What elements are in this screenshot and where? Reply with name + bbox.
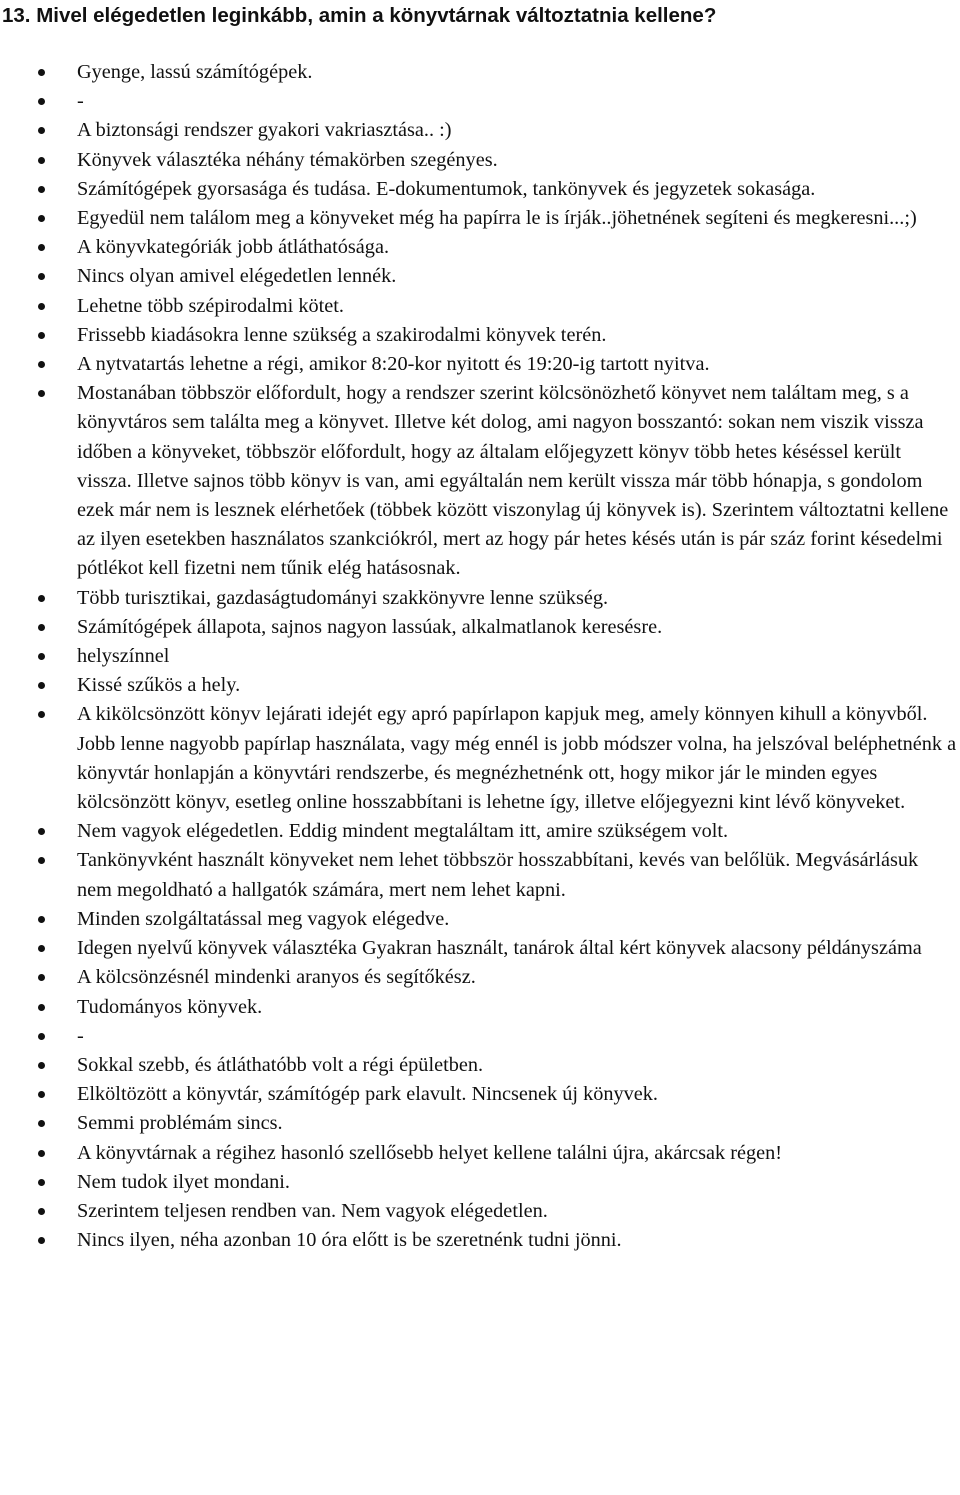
answer-item xyxy=(0,116,960,145)
answer-item xyxy=(0,321,960,350)
bullet-icon xyxy=(38,974,45,981)
answer-item xyxy=(0,146,960,175)
bullet-icon xyxy=(38,215,45,222)
answer-text: Mostanában többször előfordult, hogy a rendszer szerint kölcsönözhető könyvet nem találtam meg, s a könyvtáros sem találta meg a könyvet. Illetve két dolog, ami nagyon bosszantó: sokan nem viszik vissza időben a könyveket, többször előfordult, hogy az általam előjegyzett könyv több hetes késéssel került vissza. Illetve sajnos több könyv is van, ami egyáltalán nem került vissza már több hónapja, s gondolom ezek már nem is lesznek elérhetőek (többek között viszonylag új könyvek is). Szerintem változtatni kellene az ilyen esetekben használatos szankciókról, mert az hogy pár hetes késés után is pár száz forint késedelmi pótlékot kell fizetni nem tűnik elég hatásosnak. xyxy=(77,382,949,580)
answer-item xyxy=(0,1226,960,1255)
bullet-icon xyxy=(38,332,45,339)
answer-item xyxy=(0,204,960,233)
bullet-icon xyxy=(38,1062,45,1069)
bullet-icon xyxy=(38,361,45,368)
answer-text: Sokkal szebb, és átláthatóbb volt a régi épületben. xyxy=(77,1053,484,1076)
bullet-icon xyxy=(38,711,45,718)
answer-text: Számítógépek gyorsasága és tudása. E-dokumentumok, tankönyvek és jegyzetek sokasága. xyxy=(77,177,816,200)
answer-item xyxy=(0,175,960,204)
answer-item xyxy=(0,642,960,671)
answer-text: Nincs olyan amivel elégedetlen lennék. xyxy=(77,265,397,288)
answer-text: Nem vagyok elégedetlen. Eddig mindent megtaláltam itt, amire szükségem volt. xyxy=(77,820,729,843)
answer-item xyxy=(0,58,960,87)
answer-text: Szerintem teljesen rendben van. Nem vagyok elégedetlen. xyxy=(77,1199,548,1222)
answer-text: Tudományos könyvek. xyxy=(77,995,263,1018)
answer-text: A könyvkategóriák jobb átláthatósága. xyxy=(77,236,390,259)
answer-text: Lehetne több szépirodalmi kötet. xyxy=(77,294,344,317)
answer-text: A biztonsági rendszer gyakori vakriasztása.. :) xyxy=(77,119,452,142)
answer-item xyxy=(0,1197,960,1226)
answer-text: Gyenge, lassú számítógépek. xyxy=(77,61,313,83)
answer-text: helyszínnel xyxy=(77,645,170,668)
bullet-icon xyxy=(38,945,45,952)
answer-text: Idegen nyelvű könyvek választéka Gyakran használt, tanárok által kért könyvek alacsony példányszáma xyxy=(77,937,922,960)
bullet-icon xyxy=(38,828,45,835)
bullet-icon xyxy=(38,624,45,631)
answer-text: Minden szolgáltatással meg vagyok elégedve. xyxy=(77,907,450,930)
bullet-icon xyxy=(38,273,45,280)
answer-item xyxy=(0,379,960,583)
question-title: 13. Mivel elégedetlen leginkább, amin a könyvtárnak változtatnia kellene? xyxy=(2,4,717,27)
bullet-icon xyxy=(38,98,45,105)
answer-item xyxy=(0,613,960,642)
answer-text: Egyedül nem találom meg a könyveket még ha papírra le is írják..jöhetnének segíteni és megkeresni...;) xyxy=(77,207,917,230)
bullet-icon xyxy=(38,595,45,602)
bullet-icon xyxy=(38,244,45,251)
bullet-icon xyxy=(38,390,45,397)
answer-list xyxy=(0,58,960,1255)
answer-text: Több turisztikai, gazdaságtudományi szakkönyvre lenne szükség. xyxy=(77,586,609,609)
bullet-icon xyxy=(38,1208,45,1215)
bullet-icon xyxy=(38,1179,45,1186)
answer-item xyxy=(0,846,960,904)
answer-text: - xyxy=(77,90,84,113)
answer-text: Elköltözött a könyvtár, számítógép park elavult. Nincsenek új könyvek. xyxy=(77,1083,658,1106)
answer-text: Semmi problémám sincs. xyxy=(77,1112,283,1135)
answer-item xyxy=(0,993,960,1022)
bullet-icon xyxy=(38,857,45,864)
answer-item xyxy=(0,87,960,116)
bullet-icon xyxy=(38,69,45,76)
answer-text: A könyvtárnak a régihez hasonló szellősebb helyet kellene találni újra, akárcsak régen! xyxy=(77,1141,783,1164)
answer-text: Tankönyvként használt könyveket nem lehet többször hosszabbítani, kevés van belőlük. Megvásárlásuk nem megoldható a hallgatók számára, mert nem lehet kapni. xyxy=(77,849,919,901)
bullet-icon xyxy=(38,127,45,134)
answer-item xyxy=(0,671,960,700)
answer-item xyxy=(0,817,960,846)
answer-item xyxy=(0,934,960,963)
bullet-icon xyxy=(38,653,45,660)
answer-text: A kikölcsönzött könyv lejárati idejét egy apró papírlapon kapjuk meg, amely könnyen kihull a könyvből. Jobb lenne nagyobb papírlap használata, vagy még ennél is jobb módszer volna, ha jelszóval beléphetnénk a könyvtár honlapján a könyvtári rendszerbe, és megnézhetnénk ott, hogy mikor jár le minden egyes kölcsönzött könyv, esetleg online hosszabbítani is lehetne így, illetve előjegyezni kint lévő könyveket. xyxy=(77,703,957,814)
answer-item xyxy=(0,262,960,291)
answer-text: Számítógépek állapota, sajnos nagyon lassúak, alkalmatlanok keresésre. xyxy=(77,615,663,638)
answer-text: Kissé szűkös a hely. xyxy=(77,674,241,697)
bullet-icon xyxy=(38,157,45,164)
bullet-icon xyxy=(38,682,45,689)
bullet-icon xyxy=(38,1004,45,1011)
answer-text: A kölcsönzésnél mindenki aranyos és segítőkész. xyxy=(77,966,476,989)
answer-item xyxy=(0,584,960,613)
answer-item xyxy=(0,1022,960,1051)
bullet-icon xyxy=(38,1150,45,1157)
bullet-icon xyxy=(38,1033,45,1040)
answer-text: Frissebb kiadásokra lenne szükség a szakirodalmi könyvek terén. xyxy=(77,323,607,346)
answer-item xyxy=(0,1051,960,1080)
answer-item xyxy=(0,1139,960,1168)
answer-item xyxy=(0,1168,960,1197)
bullet-icon xyxy=(38,916,45,923)
bullet-icon xyxy=(38,1091,45,1098)
answer-text: - xyxy=(77,1024,84,1047)
answer-item xyxy=(0,1080,960,1109)
bullet-icon xyxy=(38,1237,45,1244)
answer-item xyxy=(0,905,960,934)
answer-text: Nem tudok ilyet mondani. xyxy=(77,1170,290,1193)
answer-item xyxy=(0,1109,960,1138)
answer-text: Könyvek választéka néhány témakörben szegényes. xyxy=(77,148,498,171)
bullet-icon xyxy=(38,186,45,193)
answer-text: A nytvatartás lehetne a régi, amikor 8:20-kor nyitott és 19:20-ig tartott nyitva. xyxy=(77,353,710,376)
answer-item xyxy=(0,233,960,262)
answer-item xyxy=(0,963,960,992)
answer-text: Nincs ilyen, néha azonban 10 óra előtt is be szeretnénk tudni jönni. xyxy=(77,1229,622,1252)
answer-item xyxy=(0,292,960,321)
bullet-icon xyxy=(38,303,45,310)
bullet-icon xyxy=(38,1120,45,1127)
answer-item xyxy=(0,700,960,817)
answer-item xyxy=(0,350,960,379)
